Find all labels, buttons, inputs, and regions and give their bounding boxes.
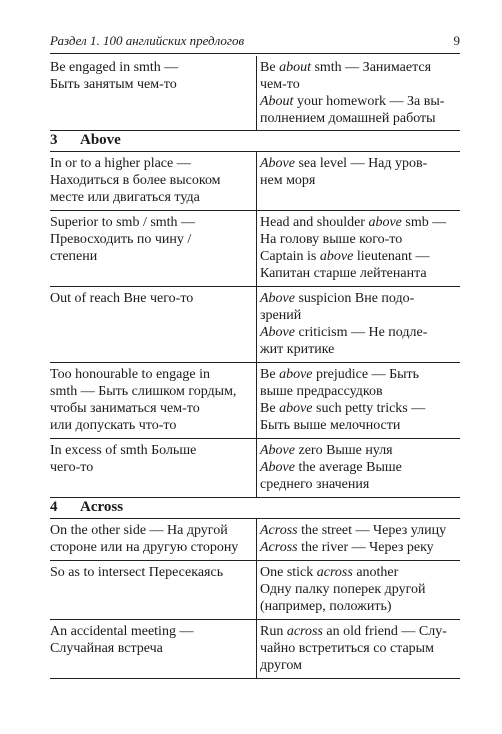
preposition-emphasis: Above	[260, 443, 295, 458]
example-text: smth — Занимается	[310, 60, 432, 75]
example-line	[260, 59, 460, 76]
example-line	[260, 93, 460, 110]
preposition-emphasis: Above	[260, 325, 295, 340]
example-line	[260, 172, 460, 189]
example-line	[260, 459, 460, 476]
example-text: Капитан старше лейтенанта	[260, 266, 427, 281]
column-divider	[256, 439, 257, 497]
term-line: Be engaged in smth —	[50, 60, 179, 75]
table-row	[50, 439, 460, 498]
preposition-emphasis: About	[260, 94, 294, 109]
preposition-emphasis: Across	[260, 540, 298, 555]
page-number: 9	[453, 33, 460, 48]
term-line: Случайная встреча	[50, 641, 163, 656]
column-divider	[256, 561, 257, 619]
example-text: среднего значения	[260, 477, 370, 492]
example-line	[260, 598, 460, 615]
preposition-emphasis: across	[286, 624, 323, 639]
table-row	[50, 152, 460, 211]
section-3-table	[50, 151, 460, 498]
table-row	[50, 561, 460, 620]
example-line	[260, 564, 460, 581]
meaning-cell	[50, 620, 256, 678]
table-row	[50, 519, 460, 561]
term-line: In excess of smth Больше	[50, 443, 197, 458]
example-line	[260, 383, 460, 400]
preposition-emphasis: across	[316, 565, 353, 580]
term-line: Быть занятым чем-то	[50, 77, 177, 92]
example-text: Captain is	[260, 249, 320, 264]
example-text: (например, положить)	[260, 599, 392, 614]
preposition-emphasis: Above	[260, 460, 295, 475]
example-text: чем-то	[260, 77, 300, 92]
example-text: нем моря	[260, 173, 316, 188]
example-text: полнением домашней работы	[260, 111, 436, 126]
example-text: Be	[260, 60, 280, 75]
term-line: Superior to smb / smth —	[50, 215, 196, 230]
table-row	[50, 363, 460, 439]
example-line	[260, 400, 460, 417]
example-text: smb —	[401, 215, 447, 230]
example-cell	[256, 363, 460, 438]
column-divider	[256, 363, 257, 438]
example-text: Be	[260, 367, 280, 382]
example-line	[260, 324, 460, 341]
example-line	[260, 581, 460, 598]
example-line	[260, 248, 460, 265]
example-text: На голову выше кого-то	[260, 232, 403, 247]
running-head-rule	[50, 53, 460, 54]
table-row	[50, 211, 460, 287]
term-line: In or to a higher place —	[50, 156, 191, 171]
example-line	[260, 366, 460, 383]
term-line: Too honourable to engage in	[50, 367, 210, 382]
example-line	[260, 640, 460, 657]
preposition-emphasis: Above	[260, 156, 295, 171]
example-line	[260, 442, 460, 459]
term-line: So as to intersect Пересекаясь	[50, 565, 224, 580]
preposition-emphasis: above	[279, 401, 313, 416]
preposition-emphasis: Across	[260, 523, 298, 538]
example-text: the river — Через реку	[297, 540, 434, 555]
example-cell	[256, 211, 460, 286]
section-4-table	[50, 518, 460, 679]
term-line: An accidental meeting —	[50, 624, 194, 639]
example-text: Быть выше мелочности	[260, 418, 401, 433]
column-divider	[256, 519, 257, 560]
example-line	[260, 539, 460, 556]
example-cell	[256, 519, 460, 560]
example-text: suspicion Вне подо-	[294, 291, 415, 306]
column-divider	[256, 56, 257, 131]
example-text: criticism — Не подле-	[294, 325, 428, 340]
column-divider	[256, 287, 257, 362]
example-cell	[256, 152, 460, 210]
example-cell	[256, 56, 460, 131]
section-3-title: Above	[80, 132, 121, 148]
table-row	[50, 56, 460, 131]
example-text: жит критике	[260, 342, 335, 357]
section-4-title: Across	[80, 499, 124, 515]
term-line: степени	[50, 249, 98, 264]
example-line	[260, 110, 460, 127]
running-head-title: Раздел 1. 100 английских предлогов	[50, 33, 245, 48]
example-line	[260, 76, 460, 93]
meaning-cell	[50, 561, 256, 619]
example-line	[260, 341, 460, 358]
section-3-top-rule	[50, 130, 460, 131]
section-4-number: 4	[50, 499, 58, 515]
example-text: выше предрассудков	[260, 384, 383, 399]
example-line	[260, 214, 460, 231]
preposition-emphasis: about	[279, 60, 311, 75]
example-text: such petty tricks —	[312, 401, 426, 416]
preposition-emphasis: Above	[260, 291, 295, 306]
example-line	[260, 623, 460, 640]
table-row	[50, 287, 460, 363]
example-text: zero Выше нуля	[294, 443, 393, 458]
column-divider	[256, 620, 257, 678]
example-cell	[256, 287, 460, 362]
term-line: чего-то	[50, 460, 94, 475]
example-text: Head and shoulder	[260, 215, 369, 230]
term-line: Out of reach Вне чего-то	[50, 291, 194, 306]
term-line: стороне или на другую сторону	[50, 540, 239, 555]
example-line	[260, 417, 460, 434]
example-cell	[256, 561, 460, 619]
example-text: your homework — За вы-	[293, 94, 445, 109]
column-divider	[256, 152, 257, 210]
example-line	[260, 476, 460, 493]
term-line: smth — Быть слишком гордым,	[50, 384, 237, 399]
section-3-heading	[50, 132, 460, 149]
example-text: prejudice — Быть	[312, 367, 420, 382]
meaning-cell	[50, 152, 256, 210]
example-line	[260, 522, 460, 539]
preposition-emphasis: above	[279, 367, 313, 382]
example-text: чайно встретиться со старым	[260, 641, 434, 656]
example-text: другом	[260, 658, 302, 673]
table-top-block	[50, 56, 460, 131]
example-text: an old friend — Слу-	[322, 624, 447, 639]
example-text: One stick	[260, 565, 317, 580]
term-line: месте или двигаться туда	[50, 190, 200, 205]
example-line	[260, 231, 460, 248]
example-text: sea level — Над уров-	[294, 156, 428, 171]
meaning-cell	[50, 211, 256, 286]
term-line: On the other side — На другой	[50, 523, 228, 538]
example-text: the average Выше	[294, 460, 402, 475]
example-text: the street — Через улицу	[297, 523, 447, 538]
running-head	[50, 33, 460, 51]
example-line	[260, 265, 460, 282]
meaning-cell	[50, 56, 256, 131]
column-divider	[256, 211, 257, 286]
example-text: Be	[260, 401, 280, 416]
example-cell	[256, 620, 460, 678]
meaning-cell	[50, 363, 256, 438]
example-line	[260, 307, 460, 324]
example-text: another	[352, 565, 399, 580]
section-4-top-rule	[50, 497, 460, 498]
preposition-emphasis: above	[319, 249, 354, 264]
table-row	[50, 620, 460, 679]
example-text: Одну палку поперек другой	[260, 582, 426, 597]
term-line: Находиться в более высоком	[50, 173, 221, 188]
term-line: чтобы заниматься чем-то	[50, 401, 200, 416]
example-line	[260, 290, 460, 307]
example-text: зрений	[260, 308, 302, 323]
meaning-cell	[50, 519, 256, 560]
meaning-cell	[50, 287, 256, 362]
section-4-heading	[50, 499, 460, 516]
example-text: Run	[260, 624, 287, 639]
example-text: lieutenant —	[353, 249, 430, 264]
example-line	[260, 657, 460, 674]
meaning-cell	[50, 439, 256, 497]
preposition-emphasis: above	[368, 215, 402, 230]
term-line: или допускать что-то	[50, 418, 177, 433]
example-line	[260, 155, 460, 172]
section-3-number: 3	[50, 132, 58, 148]
term-line: Превосходить по чину /	[50, 232, 192, 247]
example-cell	[256, 439, 460, 497]
